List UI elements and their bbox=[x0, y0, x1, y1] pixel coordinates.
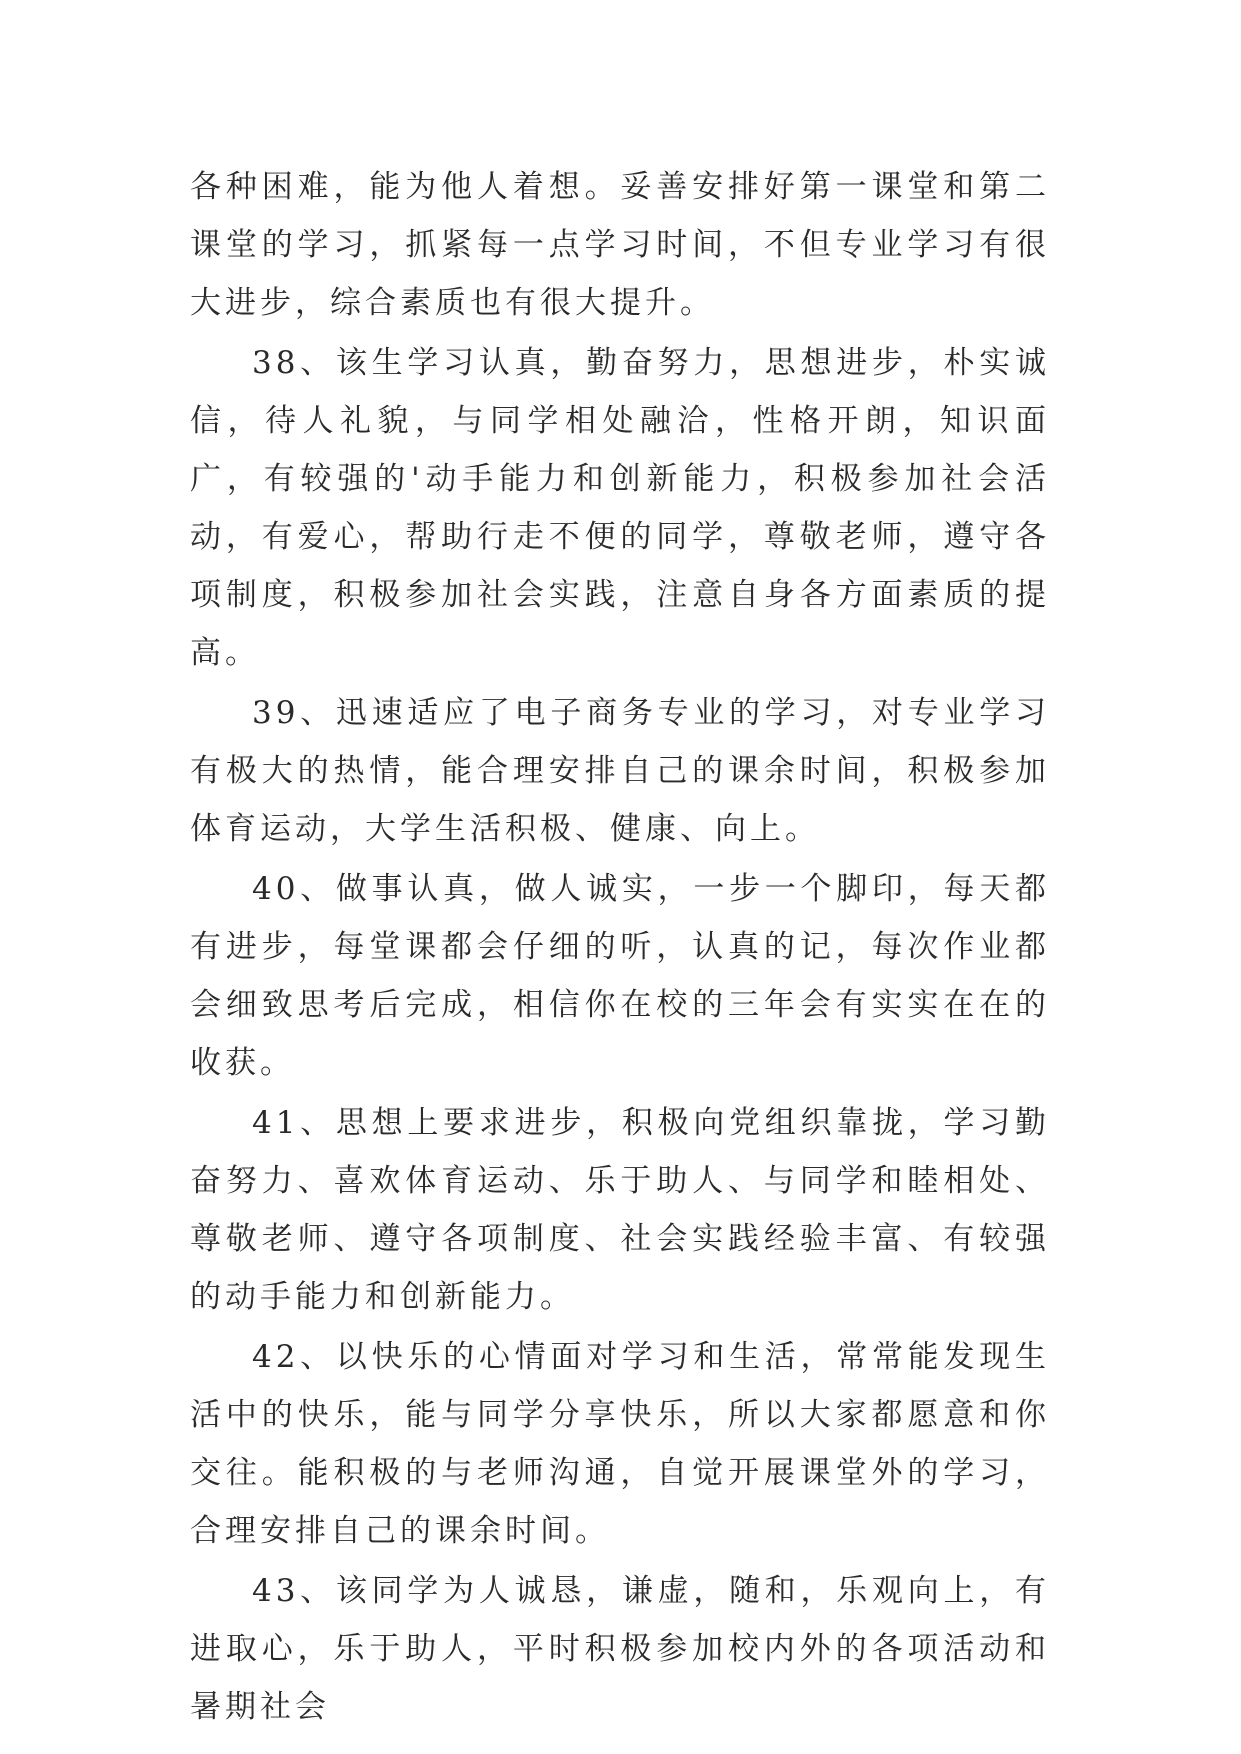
paragraph-38: 38、该生学习认真，勤奋努力，思想进步，朴实诚信，待人礼貌，与同学相处融洽，性格开朗，知识面广，有较强的'动手能力和创新能力，积极参加社会活动，有爱心，帮助行走不便的同学，尊敬老师，遵守各项制度，积极参加社会实践，注意自身各方面素质的提高。 bbox=[190, 345, 1050, 671]
paragraph-42: 42、以快乐的心情面对学习和生活，常常能发现生活中的快乐，能与同学分享快乐，所以大家都愿意和你交往。能积极的与老师沟通，自觉开展课堂外的学习，合理安排自己的课余时间。 bbox=[190, 1339, 1050, 1549]
paragraph-39: 39、迅速适应了电子商务专业的学习，对专业学习有极大的热情，能合理安排自己的课余时间，积极参加体育运动，大学生活积极、健康、向上。 bbox=[190, 695, 1050, 847]
paragraph-40: 40、做事认真，做人诚实，一步一个脚印，每天都有进步，每堂课都会仔细的听，认真的记，每次作业都会细致思考后完成，相信你在校的三年会有实实在在的收获。 bbox=[190, 871, 1050, 1081]
paragraph-continuation: 各种困难，能为他人着想。妥善安排好第一课堂和第二课堂的学习，抓紧每一点学习时间，不但专业学习有很大进步，综合素质也有很大提升。 bbox=[190, 169, 1050, 321]
paragraph-43: 43、该同学为人诚恳，谦虚，随和，乐观向上，有进取心，乐于助人，平时积极参加校内外的各项活动和暑期社会 bbox=[190, 1573, 1050, 1725]
document-body bbox=[190, 158, 1050, 1738]
paragraph-41: 41、思想上要求进步，积极向党组织靠拢，学习勤奋努力、喜欢体育运动、乐于助人、与同学和睦相处、尊敬老师、遵守各项制度、社会实践经验丰富、有较强的动手能力和创新能力。 bbox=[190, 1105, 1050, 1315]
